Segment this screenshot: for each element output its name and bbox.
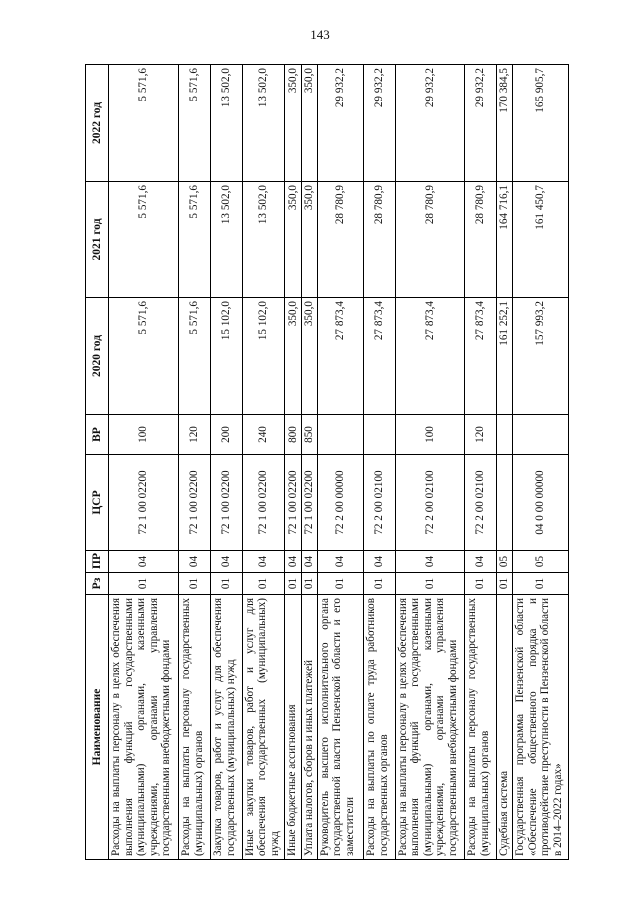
header-pr: ПР xyxy=(86,551,109,573)
table-row xyxy=(512,65,568,860)
cell-name: Расходы на выплаты персоналу в целях обеспечения выполнения функций государственными (муниципальными) органами, казенными учреждениями, органами управления государственными внебюджетными фондами xyxy=(395,595,464,860)
table-row xyxy=(364,65,396,860)
cell-rz: 01 xyxy=(242,573,285,595)
cell-2021: 28 780,9 xyxy=(317,182,363,298)
cell-name: Руководитель высшего исполнительного органа государственной власти Пензенской области и его заместители xyxy=(317,595,363,860)
cell-vr xyxy=(512,415,568,455)
cell-vr: 800 xyxy=(285,415,301,455)
budget-table-container xyxy=(85,65,569,860)
cell-2020: 27 873,4 xyxy=(465,298,497,415)
cell-2021: 5 571,6 xyxy=(109,182,179,298)
cell-2022: 165 905,7 xyxy=(512,65,568,182)
cell-pr: 05 xyxy=(512,551,568,573)
cell-vr xyxy=(364,415,396,455)
budget-table xyxy=(85,64,569,860)
cell-rz: 01 xyxy=(364,573,396,595)
cell-2020: 5 571,6 xyxy=(179,298,211,415)
header-rz: Рз xyxy=(86,573,109,595)
cell-2020: 350,0 xyxy=(301,298,317,415)
cell-2021: 28 780,9 xyxy=(395,182,464,298)
cell-2021: 13 502,0 xyxy=(210,182,242,298)
cell-vr: 240 xyxy=(242,415,285,455)
cell-csr: 72 1 00 02200 xyxy=(242,455,285,551)
cell-2022: 29 932,2 xyxy=(364,65,396,182)
cell-rz: 01 xyxy=(465,573,497,595)
cell-rz: 01 xyxy=(179,573,211,595)
cell-2020: 350,0 xyxy=(285,298,301,415)
cell-name: Закупка товаров, работ и услуг для обеспечения государственных (муниципальных) нужд xyxy=(210,595,242,860)
cell-rz: 01 xyxy=(317,573,363,595)
cell-2020: 27 873,4 xyxy=(317,298,363,415)
cell-pr: 04 xyxy=(395,551,464,573)
cell-vr: 120 xyxy=(465,415,497,455)
cell-2022: 170 384,5 xyxy=(496,65,512,182)
cell-name: Иные закупки товаров, работ и услуг для обеспечения государственных (муниципальных) нужд xyxy=(242,595,285,860)
cell-rz: 01 xyxy=(512,573,568,595)
cell-pr: 04 xyxy=(364,551,396,573)
cell-name: Расходы на выплаты персоналу государственных (муниципальных) органов xyxy=(465,595,497,860)
cell-csr: 72 1 00 02200 xyxy=(109,455,179,551)
table-row xyxy=(465,65,497,860)
table-row xyxy=(285,65,301,860)
cell-2022: 5 571,6 xyxy=(179,65,211,182)
cell-2020: 27 873,4 xyxy=(364,298,396,415)
cell-2021: 28 780,9 xyxy=(364,182,396,298)
header-2020: 2020 год xyxy=(86,298,109,415)
header-vr: ВР xyxy=(86,415,109,455)
cell-vr: 100 xyxy=(109,415,179,455)
cell-2021: 13 502,0 xyxy=(242,182,285,298)
cell-csr: 72 1 00 02200 xyxy=(179,455,211,551)
cell-pr: 05 xyxy=(496,551,512,573)
cell-csr: 04 0 00 00000 xyxy=(512,455,568,551)
cell-name: Расходы на выплаты персоналу в целях обеспечения выполнения функций государственными (муниципальными) органами, казенными учреждениями, органами управления государственными внебюджетными фондами xyxy=(109,595,179,860)
cell-pr: 04 xyxy=(465,551,497,573)
cell-2022: 5 571,6 xyxy=(109,65,179,182)
cell-vr xyxy=(496,415,512,455)
cell-name: Судебная система xyxy=(496,595,512,860)
cell-pr: 04 xyxy=(317,551,363,573)
cell-2022: 29 932,2 xyxy=(395,65,464,182)
cell-2020: 157 993,2 xyxy=(512,298,568,415)
cell-2021: 28 780,9 xyxy=(465,182,497,298)
table-row xyxy=(242,65,285,860)
cell-name: Государственная программа Пензенской области «Обеспечение общественного порядка и противодействие преступности в Пензенской области в 2014–2022 годах» xyxy=(512,595,568,860)
cell-csr: 72 2 00 00000 xyxy=(317,455,363,551)
table-row xyxy=(496,65,512,860)
cell-pr: 04 xyxy=(179,551,211,573)
cell-vr: 100 xyxy=(395,415,464,455)
cell-vr: 850 xyxy=(301,415,317,455)
cell-2022: 13 502,0 xyxy=(210,65,242,182)
cell-vr xyxy=(317,415,363,455)
cell-name: Расходы на выплаты по оплате труда работников государственных органов xyxy=(364,595,396,860)
cell-csr: 72 2 00 02100 xyxy=(465,455,497,551)
table-row xyxy=(301,65,317,860)
cell-rz: 01 xyxy=(496,573,512,595)
header-2022: 2022 год xyxy=(86,65,109,182)
cell-2020: 15 102,0 xyxy=(210,298,242,415)
header-name: Наименование xyxy=(86,595,109,860)
cell-2022: 350,0 xyxy=(301,65,317,182)
cell-2021: 164 716,1 xyxy=(496,182,512,298)
table-header-row xyxy=(86,65,109,860)
cell-rz: 01 xyxy=(285,573,301,595)
cell-rz: 01 xyxy=(395,573,464,595)
cell-2020: 15 102,0 xyxy=(242,298,285,415)
table-row xyxy=(317,65,363,860)
cell-2020: 161 252,1 xyxy=(496,298,512,415)
cell-csr: 72 2 00 02100 xyxy=(364,455,396,551)
cell-rz: 01 xyxy=(109,573,179,595)
header-csr: ЦСР xyxy=(86,455,109,551)
cell-2021: 350,0 xyxy=(301,182,317,298)
cell-2021: 350,0 xyxy=(285,182,301,298)
cell-pr: 04 xyxy=(210,551,242,573)
cell-pr: 04 xyxy=(285,551,301,573)
table-row xyxy=(210,65,242,860)
cell-2022: 29 932,2 xyxy=(465,65,497,182)
cell-name: Расходы на выплаты персоналу государственных (муниципальных) органов xyxy=(179,595,211,860)
cell-csr xyxy=(496,455,512,551)
table-row xyxy=(179,65,211,860)
cell-rz: 01 xyxy=(210,573,242,595)
cell-pr: 04 xyxy=(242,551,285,573)
cell-csr: 72 1 00 02200 xyxy=(210,455,242,551)
cell-2021: 161 450,7 xyxy=(512,182,568,298)
cell-csr: 72 1 00 02200 xyxy=(285,455,301,551)
cell-name: Уплата налогов, сборов и иных платежей xyxy=(301,595,317,860)
page-number: 143 xyxy=(310,27,330,42)
header-2021: 2021 год xyxy=(86,182,109,298)
cell-pr: 04 xyxy=(301,551,317,573)
cell-rz: 01 xyxy=(301,573,317,595)
table-row xyxy=(109,65,179,860)
cell-2021: 5 571,6 xyxy=(179,182,211,298)
table-row xyxy=(395,65,464,860)
cell-name: Иные бюджетные ассигнования xyxy=(285,595,301,860)
cell-2022: 29 932,2 xyxy=(317,65,363,182)
cell-2020: 27 873,4 xyxy=(395,298,464,415)
cell-2020: 5 571,6 xyxy=(109,298,179,415)
cell-2022: 350,0 xyxy=(285,65,301,182)
cell-2022: 13 502,0 xyxy=(242,65,285,182)
cell-csr: 72 2 00 02100 xyxy=(395,455,464,551)
cell-vr: 200 xyxy=(210,415,242,455)
cell-vr: 120 xyxy=(179,415,211,455)
cell-csr: 72 1 00 02200 xyxy=(301,455,317,551)
cell-pr: 04 xyxy=(109,551,179,573)
